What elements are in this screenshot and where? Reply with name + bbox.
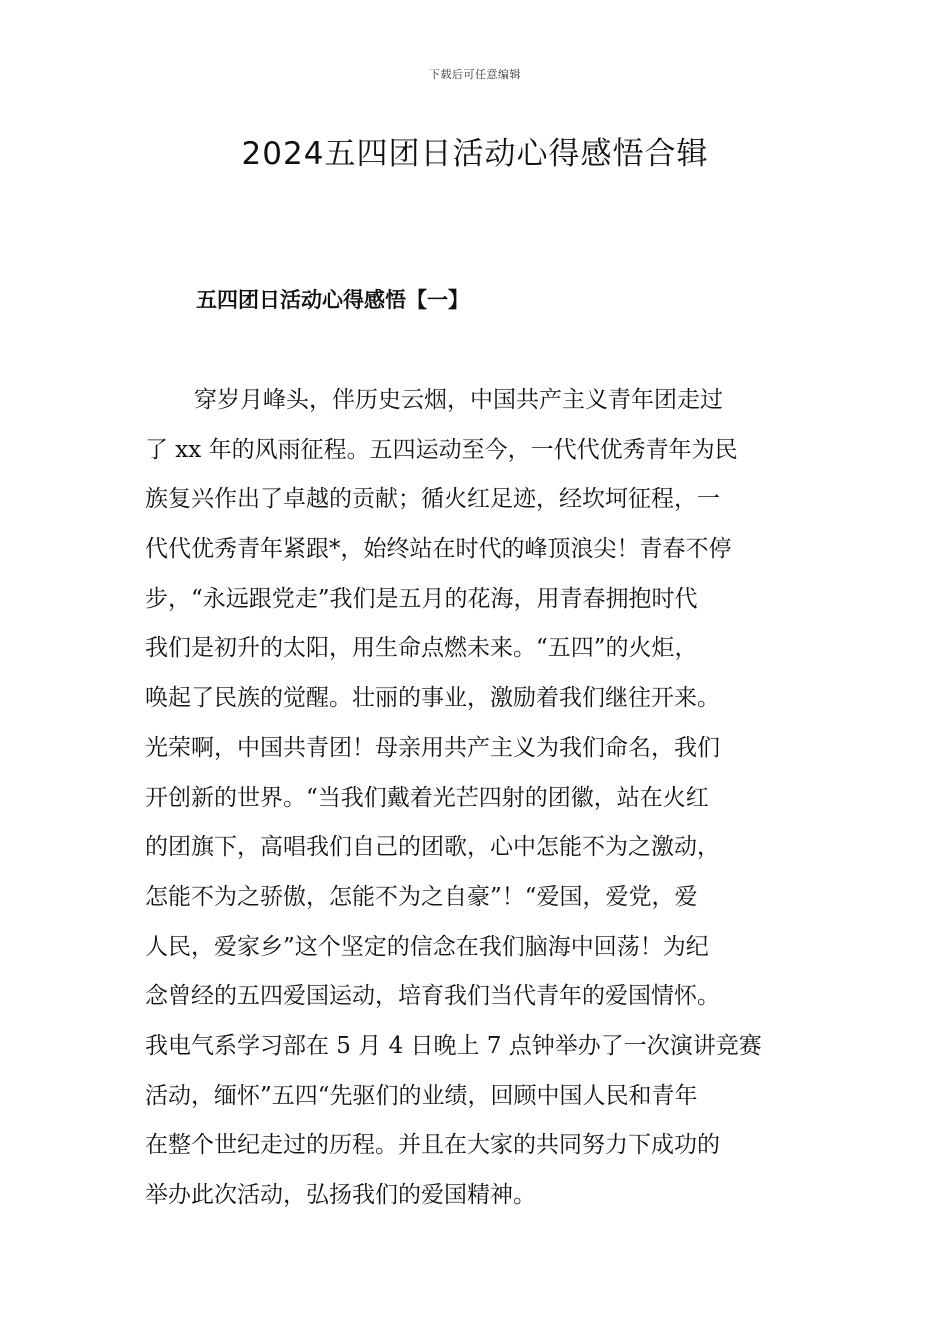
body-line: 族复兴作出了卓越的贡献；循火红足迹，经坎坷征程，一 [145, 486, 720, 513]
body-line: 我电气系学习部在 5 月 4 日晚上 7 点钟举办了一次演讲竞赛 [145, 1032, 762, 1059]
body-line: 怎能不为之骄傲，怎能不为之自豪”！“爱国，爱党，爱 [145, 883, 698, 910]
body-line: 了 xx 年的风雨征程。五四运动至今，一代代优秀青年为民 [145, 436, 738, 463]
body-line: 我们是初升的太阳，用生命点燃未来。“五四”的火炬， [145, 635, 698, 662]
document-title: 2024五四团日活动心得感悟合辑 [241, 136, 709, 172]
body-line: 举办此次活动，弘扬我们的爱国精神。 [145, 1182, 536, 1208]
body-line: 光荣啊，中国共青团！母亲用共产主义为我们命名，我们 [145, 734, 720, 761]
body-line: 活动，缅怀”五四“先驱们的业绩，回顾中国人民和青年 [145, 1082, 698, 1109]
body-line: 念曾经的五四爱国运动，培育我们当代青年的爱国情怀。 [145, 983, 720, 1010]
body-paragraph [145, 376, 807, 1221]
body-line: 开创新的世界。“当我们戴着光芒四射的团徽，站在火红 [145, 784, 709, 811]
header-note: 下载后可任意编辑 [429, 68, 521, 81]
body-line: 步，“永远跟党走”我们是五月的花海，用青春拥抱时代 [145, 585, 698, 612]
body-line: 代代优秀青年紧跟*，始终站在时代的峰顶浪尖！青春不停 [145, 536, 732, 563]
section-heading: 五四团日活动心得感悟【一】 [196, 288, 469, 312]
body-line: 唤起了民族的觉醒。壮丽的事业，激励着我们继往开来。 [145, 685, 720, 712]
body-line: 穿岁月峰头，伴历史云烟，中国共产主义青年团走过 [194, 387, 723, 413]
body-line: 在整个世纪走过的历程。并且在大家的共同努力下成功的 [145, 1132, 720, 1159]
body-line: 的团旗下，高唱我们自己的团歌，心中怎能不为之激动， [145, 834, 720, 861]
body-line: 人民，爱家乡”这个坚定的信念在我们脑海中回荡！为纪 [145, 933, 709, 960]
